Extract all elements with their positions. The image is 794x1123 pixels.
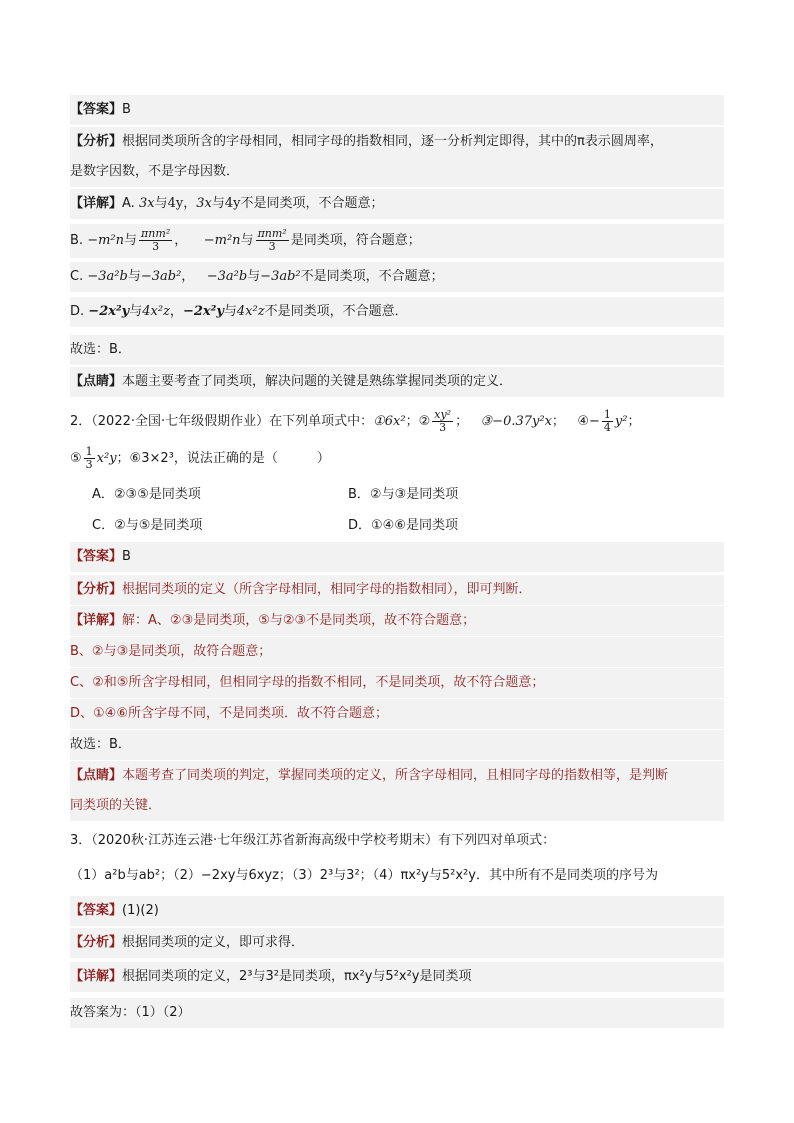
q3-answer: 【答案】(1)(2) [70, 896, 724, 926]
answer-tag: 【答案】 [70, 903, 123, 918]
q1-analysis-line2: 是数字因数，不是字母因数． [70, 157, 724, 187]
option-a: A．②③⑤是同类项 [92, 487, 201, 502]
q1-analysis-line1: 【分析】根据同类项所含的字母相同，相同字母的指数相同，逐一分析判定即得，其中的π表示圆周率， [70, 127, 724, 157]
q3-detail: 【详解】根据同类项的定义，2³与3²是同类项，πx²y与5²x²y是同类项 [70, 962, 724, 992]
fraction: $\frac{\text{πnm²}}{3}$ [141, 227, 171, 253]
answer-tag: 【答案】 [70, 102, 123, 117]
q2-stem-line2: ⑤ $\frac{1}{3}$ x²y；⑥3×2³，说法正确的是（ ） [70, 445, 330, 471]
fraction: $\frac{1}{4}$ [603, 408, 611, 434]
q3-stem: 3．（2020秋·江苏连云港·七年级江苏省新海高级中学校考期末）有下列四对单项式： [70, 833, 556, 848]
q3-conclusion: 故答案为：（1）（2） [70, 998, 724, 1028]
option-b: B．②与③是同类项 [348, 487, 459, 502]
q2-detail-4: D、①④⑥所含字母不同，不是同类项．故不符合题意； [70, 699, 724, 729]
q2-answer: 【答案】B [70, 542, 724, 572]
detail-tag: 【详解】 [70, 969, 123, 984]
option-c: C．②与⑤是同类项 [92, 518, 203, 533]
analysis-tag: 【分析】 [70, 935, 123, 950]
q2-detail-2: B、②与③是同类项，故符合题意； [70, 637, 724, 667]
q1-conclusion: 故选：B． [70, 335, 724, 365]
option-d: D．①④⑥是同类项 [348, 518, 458, 533]
q1-detail-a: 【详解】A. 3x与4y，3x与4y不是同类项，不合题意； [70, 189, 724, 219]
comment-tag: 【点睛】 [70, 768, 123, 783]
q1-detail-d: D. −2x²y与4x²z，−2x²y与4x²z不是同类项，不合题意． [70, 297, 724, 327]
detail-tag: 【详解】 [70, 196, 123, 211]
detail-tag: 【详解】 [70, 613, 123, 628]
q2-detail-3: C、②和⑤所含字母相同，但相同字母的指数不相同，不是同类项，故不符合题意； [70, 668, 724, 698]
q2-comment-line2: 同类项的关键． [70, 791, 724, 821]
q1-detail-c: C. −3a²b与−3ab²， −3a²b与−3ab²不是同类项，不合题意； [70, 262, 724, 292]
comment-tag: 【点睛】 [70, 374, 123, 389]
q3-pairs: （1）a²b与ab²；（2）−2xy与6xyz；（3）2³与3²；（4）πx²y与5²x²y．其中所有不是同类项的序号为 [70, 868, 658, 883]
q2-analysis: 【分析】根据同类项的定义（所含字母相同，相同字母的指数相同），即可判断． [70, 575, 724, 605]
q1-comment: 【点睛】本题主要考查了同类项，解决问题的关键是熟练掌握同类项的定义． [70, 367, 724, 397]
q2-comment-line1: 【点睛】本题考查了同类项的判定，掌握同类项的定义，所含字母相同，且相同字母的指数相等，是判断 [70, 761, 724, 791]
fraction: $\frac{\text{xy²}}{3}$ [434, 408, 452, 434]
q2-stem: 2．（2022·全国·七年级假期作业）在下列单项式中：①6x²；② $\frac{\text{xy²}}{3}$ ； ③−0.37y²x； ④− $\frac{1}{4}$ y²； [70, 408, 641, 434]
q1-detail-b: B. −m²n与 $\frac{\text{πnm²}}{3}$ ， −m²n与 $\frac{\text{πnm²}}{3}$ 是同类项，符合题意； [70, 224, 724, 258]
answer-tag: 【答案】 [70, 549, 123, 564]
fraction: $\frac{1}{3}$ [85, 445, 93, 471]
q2-detail-1: 【详解】解：A、②③是同类项，⑤与②③不是同类项，故不符合题意； [70, 606, 724, 636]
q1-answer: 【答案】B [70, 95, 724, 125]
q2-conclusion: 故选：B． [70, 730, 724, 760]
analysis-tag: 【分析】 [70, 134, 123, 149]
q3-analysis: 【分析】根据同类项的定义，即可求得． [70, 928, 724, 958]
fraction: $\frac{\text{πnm²}}{3}$ [257, 227, 287, 253]
analysis-tag: 【分析】 [70, 582, 123, 597]
